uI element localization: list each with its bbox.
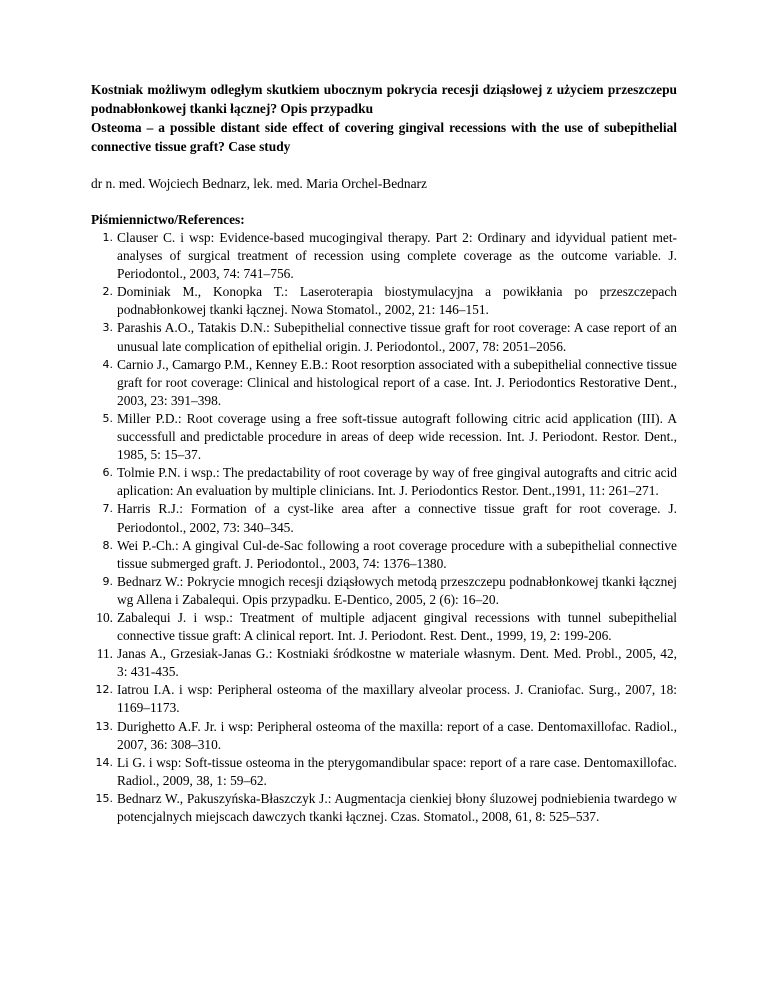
reference-number: 5. bbox=[102, 411, 113, 425]
reference-number: 1. bbox=[102, 231, 113, 244]
reference-text: Bednarz W., Pakuszyńska-Błaszczyk J.: Augmentacja cienkiej błony śluzowej podniebienia twardego w potencjalnych miejscach dawczych tkanki łącznej. Czas. Stomatol., 2008, 61, 8: 525–537. bbox=[117, 790, 677, 824]
reference-number: 15. bbox=[95, 791, 113, 805]
reference-number: 9. bbox=[102, 574, 113, 588]
reference-text: Dominiak M., Konopka T.: Laseroterapia biostymulacyjna a powikłania po przeszczepach podnabłonkowej tkanki łącznej. Nowa Stomatol., 2002, 21: 146–151. bbox=[117, 284, 677, 318]
reference-item bbox=[91, 718, 677, 754]
reference-number: 8. bbox=[102, 538, 113, 552]
reference-text: Bednarz W.: Pokrycie mnogich recesji dziąsłowych metodą przeszczepu podnabłonkowej tkanki łącznej wg Allena i Zabalequi. Opis przypadku. E-Dentico, 2005, 2 (6): 16–20. bbox=[117, 573, 677, 607]
title-block bbox=[91, 80, 677, 156]
reference-number: 10. bbox=[96, 609, 113, 625]
title-polish: Kostniak możliwym odległym skutkiem ubocznym pokrycia recesji dziąsłowej z użyciem przeszczepu podnabłonkowej tkanki łącznej? Opis przypadku bbox=[91, 82, 677, 116]
reference-item bbox=[91, 410, 677, 464]
reference-item bbox=[91, 573, 677, 609]
reference-text: Harris R.J.: Formation of a cyst-like area after a connective tissue graft for root coverage. J. Periodontol., 2002, 73: 340–345. bbox=[117, 501, 677, 535]
reference-text: Wei P.-Ch.: A gingival Cul-de-Sac following a root coverage procedure with a subepithelial connective tissue submerged graft. J. Periodontol., 2003, 74: 1376–1380. bbox=[117, 537, 677, 571]
reference-item bbox=[91, 500, 677, 536]
reference-number: 14. bbox=[95, 755, 113, 769]
reference-number: 6. bbox=[102, 466, 113, 480]
reference-number: 7. bbox=[102, 502, 113, 516]
reference-text: Li G. i wsp: Soft-tissue osteoma in the pterygomandibular space: report of a rare case. Dentomaxillofac. Radiol., 2009, 38, 1: 59–62. bbox=[117, 754, 677, 788]
reference-item bbox=[91, 229, 677, 283]
reference-item bbox=[91, 754, 677, 790]
reference-text: Zabalequi J. i wsp.: Treatment of multiple adjacent gingival recessions with tunnel subepithelial connective tissue graft: A clinical report. Int. J. Periodont. Rest. Dent., 1999, 19, 2: 199-206. bbox=[117, 609, 677, 644]
reference-item bbox=[91, 645, 677, 681]
reference-number: 4. bbox=[102, 357, 113, 371]
references-heading: Piśmiennictwo/References: bbox=[91, 212, 245, 227]
document-page bbox=[91, 80, 677, 826]
reference-item bbox=[91, 681, 677, 717]
reference-item bbox=[91, 790, 677, 826]
reference-text: Janas A., Grzesiak-Janas G.: Kostniaki śródkostne w materiale własnym. Dent. Med. Probl., 2005, 42, 3: 431-435. bbox=[117, 646, 677, 680]
reference-number: 3. bbox=[102, 321, 113, 335]
references-list bbox=[91, 229, 677, 826]
reference-item bbox=[91, 319, 677, 355]
reference-text: Carnio J., Camargo P.M., Kenney E.B.: Root resorption associated with a subepithelial connective tissue graft for root coverage: Clinical and histological report of a case. Int. J. Periodontics Restorative Dent., 2003, 23: 391–398. bbox=[117, 356, 677, 408]
reference-text: Parashis A.O., Tatakis D.N.: Subepithelial connective tissue graft for root coverage: A case report of an unusual late complication of epithelial origin. J. Periodontol., 2007, 78: 2051–2056. bbox=[117, 320, 677, 354]
reference-item bbox=[91, 537, 677, 573]
reference-number: 11. bbox=[96, 646, 113, 662]
reference-number: 13. bbox=[95, 719, 113, 733]
reference-item bbox=[91, 464, 677, 500]
reference-text: Clauser C. i wsp: Evidence-based mucogingival therapy. Part 2: Ordinary and idyvidual patient met-analyses of surgical treatment of recession using complete coverage as the outcome variable. J. Periodontol., 2003, 74: 741–756. bbox=[117, 230, 677, 282]
reference-item bbox=[91, 283, 677, 319]
reference-number: 2. bbox=[102, 285, 113, 299]
reference-number: 12. bbox=[95, 683, 113, 697]
reference-item bbox=[91, 356, 677, 410]
reference-item bbox=[91, 609, 677, 645]
reference-text: Iatrou I.A. i wsp: Peripheral osteoma of the maxillary alveolar process. J. Craniofac. Surg., 2007, 18: 1169–1173. bbox=[117, 682, 677, 716]
authors-line: dr n. med. Wojciech Bednarz, lek. med. Maria Orchel-Bednarz bbox=[91, 176, 427, 191]
reference-text: Durighetto A.F. Jr. i wsp: Peripheral osteoma of the maxilla: report of a case. Dentomaxillofac. Radiol., 2007, 36: 308–310. bbox=[117, 718, 677, 752]
title-english: Osteoma – a possible distant side effect of covering gingival recessions with the use of subepithelial connective tissue graft? Case study bbox=[91, 120, 677, 154]
reference-text: Miller P.D.: Root coverage using a free soft-tissue autograft following citric acid application (III). A successfull and predictable procedure in areas of deep wide recession. Int. J. Periodont. Restor. Dent., 1985, 5: 15–37. bbox=[117, 410, 677, 463]
reference-text: Tolmie P.N. i wsp.: The predactability of root coverage by way of free gingival autografts and citric acid aplication: An evaluation by multiple clinicians. Int. J. Periodontics Restor. Dent.,1991, 11: 261–271. bbox=[117, 465, 677, 499]
